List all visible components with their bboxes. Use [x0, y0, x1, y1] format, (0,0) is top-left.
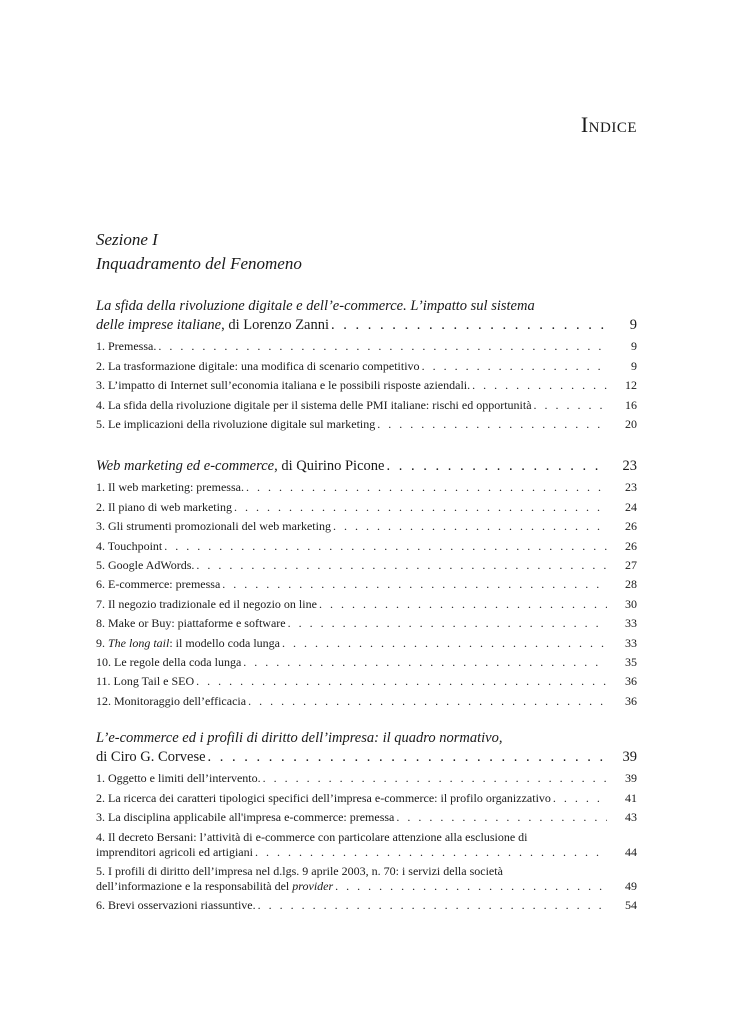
- leader-dots: [534, 398, 607, 413]
- page-number: 26: [625, 538, 637, 553]
- toc-item-multiline[interactable]: [96, 830, 637, 860]
- toc-item[interactable]: [96, 398, 637, 413]
- toc-item-multiline[interactable]: [96, 864, 637, 894]
- leader-dots: [248, 694, 607, 709]
- item-text: 1. Oggetto e limiti dell’intervento.: [96, 771, 261, 786]
- toc-item[interactable]: [96, 378, 637, 393]
- page-number: 35: [625, 654, 637, 669]
- page-number: 20: [625, 416, 637, 431]
- chapter-entry[interactable]: [96, 457, 637, 476]
- page-number: 9: [631, 339, 637, 354]
- leader-dots: [246, 480, 607, 495]
- leader-dots: [288, 616, 607, 631]
- section-number: Sezione I: [96, 230, 158, 249]
- toc-item[interactable]: [96, 655, 637, 670]
- page-number: 54: [625, 898, 637, 913]
- section-heading: [96, 228, 302, 276]
- page-number: 26: [625, 519, 637, 534]
- page-number: 23: [625, 480, 637, 495]
- leader-dots: [553, 791, 607, 806]
- item-text: 3. Gli strumenti promozionali del web marketing: [96, 519, 331, 534]
- leader-dots: [196, 558, 607, 573]
- leader-dots: [282, 636, 607, 651]
- toc-item[interactable]: [96, 636, 637, 651]
- toc-item[interactable]: [96, 791, 637, 806]
- page-number: 36: [625, 674, 637, 689]
- chapter-author: , di Lorenzo Zanni: [221, 317, 330, 333]
- page-number: 33: [625, 635, 637, 650]
- section-title: Inquadramento del Fenomeno: [96, 254, 302, 273]
- item-text-line1: 5. I profili di diritto dell’impresa nel d.lgs. 9 aprile 2003, n. 70: i servizi della società: [96, 863, 503, 878]
- toc-item[interactable]: [96, 539, 637, 554]
- page-number: 33: [625, 616, 637, 631]
- leader-dots: [377, 417, 607, 432]
- toc-item[interactable]: [96, 359, 637, 374]
- leader-dots: [422, 359, 607, 374]
- toc-item[interactable]: [96, 810, 637, 825]
- leader-dots: [222, 577, 607, 592]
- item-text: 10. Le regole della coda lunga: [96, 654, 242, 669]
- item-text: 2. La ricerca dei caratteri tipologici specifici dell’impresa e-commerce: il profilo organizzativo: [96, 790, 551, 805]
- page-number: 43: [625, 810, 637, 825]
- chapter-title-line[interactable]: La sfida della rivoluzione digitale e dell’e-commerce. L’impatto sul sistema: [96, 298, 535, 314]
- leader-dots: [331, 316, 607, 335]
- toc-item[interactable]: [96, 597, 637, 612]
- toc-item[interactable]: [96, 339, 637, 354]
- leader-dots: [208, 748, 607, 767]
- page-number: 49: [625, 878, 637, 893]
- item-text: 7. Il negozio tradizionale ed il negozio on line: [96, 596, 317, 611]
- item-text: 1. Premessa.: [96, 339, 157, 354]
- item-text: 6. E-commerce: premessa: [96, 577, 221, 592]
- toc-item[interactable]: [96, 519, 637, 534]
- page-number: 24: [625, 499, 637, 514]
- item-text: dell’informazione e la responsabilità del provider: [96, 878, 334, 893]
- chapter-title-line[interactable]: L’e-commerce ed i profili di diritto dell’impresa: il quadro normativo,: [96, 730, 503, 746]
- item-text: 3. L’impatto di Internet sull’economia italiana e le possibili risposte aziendali.: [96, 378, 471, 393]
- page-number: 44: [625, 844, 637, 859]
- item-text: 11. Long Tail e SEO: [96, 674, 195, 689]
- page-number: 9: [631, 358, 637, 373]
- chapter-entry[interactable]: [96, 748, 637, 767]
- leader-dots: [263, 771, 607, 786]
- toc-item[interactable]: [96, 898, 637, 913]
- toc-item[interactable]: [96, 480, 637, 495]
- item-text: 8. Make or Buy: piattaforme e software: [96, 616, 286, 631]
- toc-chapter-2: [96, 457, 637, 709]
- page-title: Indice: [580, 112, 637, 137]
- item-text-line1: 4. Il decreto Bersani: l’attività di e-commerce con particolare attenzione alla esclusione di: [96, 829, 528, 844]
- page-number: 23: [622, 458, 637, 474]
- page-number: 16: [625, 397, 637, 412]
- leader-dots: [386, 457, 607, 476]
- leader-dots: [258, 898, 607, 913]
- toc-item[interactable]: [96, 417, 637, 432]
- item-text: 5. Le implicazioni della rivoluzione digitale sul marketing: [96, 416, 376, 431]
- toc-item[interactable]: [96, 558, 637, 573]
- toc-item[interactable]: [96, 674, 637, 689]
- page-number: 28: [625, 577, 637, 592]
- chapter-title: Web marketing ed e-commerce: [96, 458, 275, 474]
- page-number: 39: [622, 749, 637, 765]
- toc-item[interactable]: [96, 577, 637, 592]
- item-text: 9. The long tail: il modello coda lunga: [96, 635, 280, 650]
- toc-chapter-1: [96, 297, 637, 432]
- item-text: 2. Il piano di web marketing: [96, 499, 232, 514]
- toc-item[interactable]: [96, 771, 637, 786]
- page-number: 9: [629, 317, 637, 333]
- leader-dots: [234, 500, 607, 515]
- item-text: 2. La trasformazione digitale: una modifica di scenario competitivo: [96, 358, 420, 373]
- chapter-title: delle imprese italiane: [96, 317, 222, 333]
- page-number: 36: [625, 693, 637, 708]
- item-text: 1. Il web marketing: premessa.: [96, 480, 244, 495]
- toc-item[interactable]: [96, 500, 637, 515]
- toc-item[interactable]: [96, 694, 637, 709]
- leader-dots: [158, 339, 607, 354]
- item-text: 4. Touchpoint: [96, 538, 163, 553]
- item-text: imprenditori agricoli ed artigiani: [96, 844, 253, 859]
- item-text: 6. Brevi osservazioni riassuntive.: [96, 898, 256, 913]
- toc-chapter-3: [96, 729, 637, 913]
- page-number: 27: [625, 557, 637, 572]
- chapter-author: , di Quirino Picone: [274, 458, 385, 474]
- item-text: 4. La sfida della rivoluzione digitale per il sistema delle PMI italiane: rischi ed opportunità: [96, 397, 532, 412]
- leader-dots: [243, 655, 607, 670]
- page-number: 39: [625, 771, 637, 786]
- page-number: 41: [625, 790, 637, 805]
- page-number: 12: [625, 378, 637, 393]
- page-number: 30: [625, 596, 637, 611]
- chapter-author: di Ciro G. Corvese: [96, 749, 206, 765]
- item-text: 12. Monitoraggio dell’efficacia: [96, 693, 247, 708]
- leader-dots: [335, 879, 607, 894]
- leader-dots: [472, 378, 607, 393]
- item-text: 3. La disciplina applicabile all'impresa e-commerce: premessa: [96, 810, 395, 825]
- chapter-entry[interactable]: [96, 316, 637, 335]
- leader-dots: [255, 845, 607, 860]
- toc-item[interactable]: [96, 616, 637, 631]
- leader-dots: [164, 539, 607, 554]
- leader-dots: [333, 519, 607, 534]
- item-text: 5. Google AdWords.: [96, 557, 195, 572]
- leader-dots: [319, 597, 607, 612]
- leader-dots: [196, 674, 607, 689]
- leader-dots: [396, 810, 607, 825]
